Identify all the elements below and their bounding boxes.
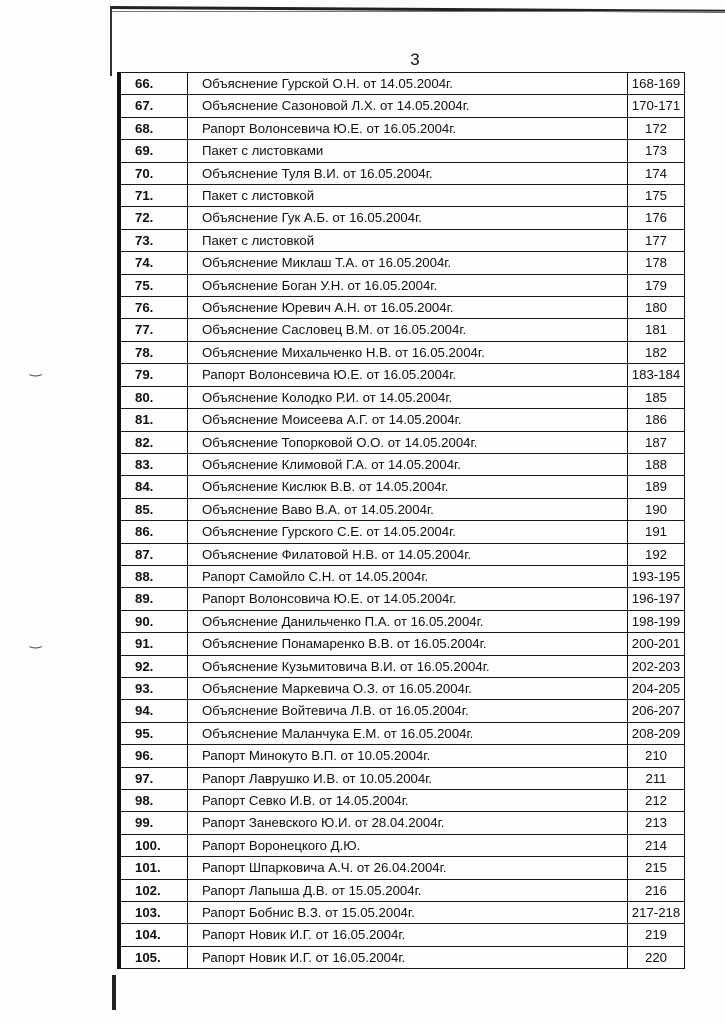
row-number: 67.: [119, 95, 188, 117]
document-title: Объяснение Маланчука Е.М. от 16.05.2004г.: [188, 722, 628, 744]
table-row: [119, 924, 685, 946]
row-number: 86.: [119, 521, 188, 543]
document-title: Рапорт Новик И.Г. от 16.05.2004г.: [188, 946, 628, 968]
page-range: 213: [628, 812, 685, 834]
document-title: Объяснение Понамаренко В.В. от 16.05.2004г.: [188, 633, 628, 655]
row-number: 72.: [119, 207, 188, 229]
row-number: 93.: [119, 677, 188, 699]
row-number: 81.: [119, 409, 188, 431]
document-title: Рапорт Новик И.Г. от 16.05.2004г.: [188, 924, 628, 946]
page-range: 206-207: [628, 700, 685, 722]
page-range: 174: [628, 162, 685, 184]
row-number: 105.: [119, 946, 188, 968]
document-title: Рапорт Шпарковича А.Ч. от 26.04.2004г.: [188, 857, 628, 879]
row-number: 90.: [119, 610, 188, 632]
left-margin-mark-bottom: [112, 975, 116, 1010]
document-title: Объяснение Боган У.Н. от 16.05.2004г.: [188, 274, 628, 296]
row-number: 66.: [119, 73, 188, 95]
document-title: Рапорт Самойло С.Н. от 14.05.2004г.: [188, 565, 628, 587]
document-title: Рапорт Волонсовича Ю.Е. от 14.05.2004г.: [188, 588, 628, 610]
left-margin-mark: [110, 6, 112, 76]
table-row: [119, 498, 685, 520]
row-number: 94.: [119, 700, 188, 722]
table-row: [119, 543, 685, 565]
table-row: [119, 386, 685, 408]
document-title: Объяснение Войтевича Л.В. от 16.05.2004г.: [188, 700, 628, 722]
row-number: 88.: [119, 565, 188, 587]
document-title: Объяснение Климовой Г.А. от 14.05.2004г.: [188, 453, 628, 475]
row-number: 102.: [119, 879, 188, 901]
row-number: 78.: [119, 341, 188, 363]
document-title: Объяснение Филатовой Н.В. от 14.05.2004г.: [188, 543, 628, 565]
table-row: [119, 812, 685, 834]
document-title: Объяснение Туля В.И. от 16.05.2004г.: [188, 162, 628, 184]
table-row: [119, 790, 685, 812]
page-range: 182: [628, 341, 685, 363]
table-row: [119, 476, 685, 498]
document-title: Объяснение Кислюк В.В. от 14.05.2004г.: [188, 476, 628, 498]
page-range: 186: [628, 409, 685, 431]
page-range: 193-195: [628, 565, 685, 587]
row-number: 89.: [119, 588, 188, 610]
document-title: Объяснение Юревич А.Н. от 16.05.2004г.: [188, 297, 628, 319]
table-row: [119, 364, 685, 386]
row-number: 91.: [119, 633, 188, 655]
page-range: 180: [628, 297, 685, 319]
page-range: 172: [628, 117, 685, 139]
row-number: 71.: [119, 185, 188, 207]
margin-mark: ‿: [30, 360, 42, 376]
row-number: 79.: [119, 364, 188, 386]
row-number: 85.: [119, 498, 188, 520]
page-range: 219: [628, 924, 685, 946]
page-range: 170-171: [628, 95, 685, 117]
table-row: [119, 565, 685, 587]
table-row: [119, 117, 685, 139]
table-row: [119, 140, 685, 162]
top-border-thin-line: [110, 11, 725, 12]
table-row: [119, 745, 685, 767]
page-range: 204-205: [628, 677, 685, 699]
table-row: [119, 319, 685, 341]
document-title: Объяснение Гурского С.Е. от 14.05.2004г.: [188, 521, 628, 543]
row-number: 92.: [119, 655, 188, 677]
document-title: Объяснение Миклаш Т.А. от 16.05.2004г.: [188, 252, 628, 274]
page-number: 3: [410, 50, 420, 69]
row-number: 104.: [119, 924, 188, 946]
table-row: [119, 834, 685, 856]
page-range: 208-209: [628, 722, 685, 744]
page-range: 176: [628, 207, 685, 229]
page-range: 181: [628, 319, 685, 341]
row-number: 74.: [119, 252, 188, 274]
table-row: [119, 722, 685, 744]
page-range: 214: [628, 834, 685, 856]
row-number: 82.: [119, 431, 188, 453]
page-range: 202-203: [628, 655, 685, 677]
table-row: [119, 655, 685, 677]
document-title: Рапорт Севко И.В. от 14.05.2004г.: [188, 790, 628, 812]
page-range: 196-197: [628, 588, 685, 610]
document-title: Пакет с листовкой: [188, 229, 628, 251]
document-title: Рапорт Воронецкого Д.Ю.: [188, 834, 628, 856]
row-number: 76.: [119, 297, 188, 319]
page-range: 189: [628, 476, 685, 498]
table-row: [119, 857, 685, 879]
document-title: Рапорт Бобнис В.З. от 15.05.2004г.: [188, 902, 628, 924]
document-title: Объяснение Данильченко П.А. от 16.05.2004г.: [188, 610, 628, 632]
table-row: [119, 610, 685, 632]
table-row: [119, 229, 685, 251]
document-title: Рапорт Заневского Ю.И. от 28.04.2004г.: [188, 812, 628, 834]
row-number: 103.: [119, 902, 188, 924]
document-title: Объяснение Михальченко Н.В. от 16.05.2004г.: [188, 341, 628, 363]
page-range: 185: [628, 386, 685, 408]
row-number: 69.: [119, 140, 188, 162]
document-title: Пакет с листовкой: [188, 185, 628, 207]
table-row: [119, 633, 685, 655]
row-number: 77.: [119, 319, 188, 341]
document-title: Объяснение Гурской О.Н. от 14.05.2004г.: [188, 73, 628, 95]
row-number: 73.: [119, 229, 188, 251]
document-title: Рапорт Лаврушко И.В. от 10.05.2004г.: [188, 767, 628, 789]
row-number: 84.: [119, 476, 188, 498]
document-title: Объяснение Гук А.Б. от 16.05.2004г.: [188, 207, 628, 229]
table-row: [119, 207, 685, 229]
document-title: Объяснение Колодко Р.И. от 14.05.2004г.: [188, 386, 628, 408]
document-title: Объяснение Маркевича О.З. от 16.05.2004г.: [188, 677, 628, 699]
table-row: [119, 879, 685, 901]
document-title: Рапорт Волонсевича Ю.Е. от 16.05.2004г.: [188, 117, 628, 139]
table-row: [119, 274, 685, 296]
row-number: 80.: [119, 386, 188, 408]
table-row: [119, 588, 685, 610]
page-range: 188: [628, 453, 685, 475]
document-title: Рапорт Волонсевича Ю.Е. от 16.05.2004г.: [188, 364, 628, 386]
page-range: 173: [628, 140, 685, 162]
table-row: [119, 431, 685, 453]
page-range: 187: [628, 431, 685, 453]
page-range: 200-201: [628, 633, 685, 655]
table-row: [119, 297, 685, 319]
page-range: 175: [628, 185, 685, 207]
row-number: 75.: [119, 274, 188, 296]
document-title: Объяснение Сасловец В.М. от 16.05.2004г.: [188, 319, 628, 341]
page-range: 216: [628, 879, 685, 901]
document-register-table: [117, 72, 685, 969]
table-row: [119, 73, 685, 95]
document-title: Объяснение Кузьмитовича В.И. от 16.05.2004г.: [188, 655, 628, 677]
row-number: 101.: [119, 857, 188, 879]
document-title: Пакет с листовками: [188, 140, 628, 162]
page-range: 198-199: [628, 610, 685, 632]
page-range: 168-169: [628, 73, 685, 95]
page-range: 220: [628, 946, 685, 968]
row-number: 97.: [119, 767, 188, 789]
table-row: [119, 700, 685, 722]
row-number: 83.: [119, 453, 188, 475]
row-number: 70.: [119, 162, 188, 184]
page-range: 217-218: [628, 902, 685, 924]
page-range: 212: [628, 790, 685, 812]
document-title: Объяснение Моисеева А.Г. от 14.05.2004г.: [188, 409, 628, 431]
table-row: [119, 946, 685, 968]
table-row: [119, 185, 685, 207]
page-range: 190: [628, 498, 685, 520]
row-number: 99.: [119, 812, 188, 834]
row-number: 100.: [119, 834, 188, 856]
document-title: Объяснение Ваво В.А. от 14.05.2004г.: [188, 498, 628, 520]
page-range: 177: [628, 229, 685, 251]
page-range: 192: [628, 543, 685, 565]
margin-mark: ‿: [30, 632, 42, 648]
table-row: [119, 252, 685, 274]
table-row: [119, 521, 685, 543]
table-row: [119, 767, 685, 789]
page-range: 191: [628, 521, 685, 543]
table-row: [119, 902, 685, 924]
row-number: 68.: [119, 117, 188, 139]
page-range: 183-184: [628, 364, 685, 386]
row-number: 87.: [119, 543, 188, 565]
page-range: 210: [628, 745, 685, 767]
page-range: 179: [628, 274, 685, 296]
register-table-body: [119, 73, 685, 969]
document-title: Рапорт Минокуто В.П. от 10.05.2004г.: [188, 745, 628, 767]
page-range: 211: [628, 767, 685, 789]
row-number: 96.: [119, 745, 188, 767]
document-title: Объяснение Топорковой О.О. от 14.05.2004г.: [188, 431, 628, 453]
table-row: [119, 677, 685, 699]
document-title: Рапорт Лапыша Д.В. от 15.05.2004г.: [188, 879, 628, 901]
table-row: [119, 341, 685, 363]
table-row: [119, 453, 685, 475]
page-range: 178: [628, 252, 685, 274]
page-range: 215: [628, 857, 685, 879]
table-row: [119, 409, 685, 431]
table-row: [119, 162, 685, 184]
row-number: 98.: [119, 790, 188, 812]
row-number: 95.: [119, 722, 188, 744]
document-title: Объяснение Сазоновой Л.Х. от 14.05.2004г.: [188, 95, 628, 117]
table-row: [119, 95, 685, 117]
